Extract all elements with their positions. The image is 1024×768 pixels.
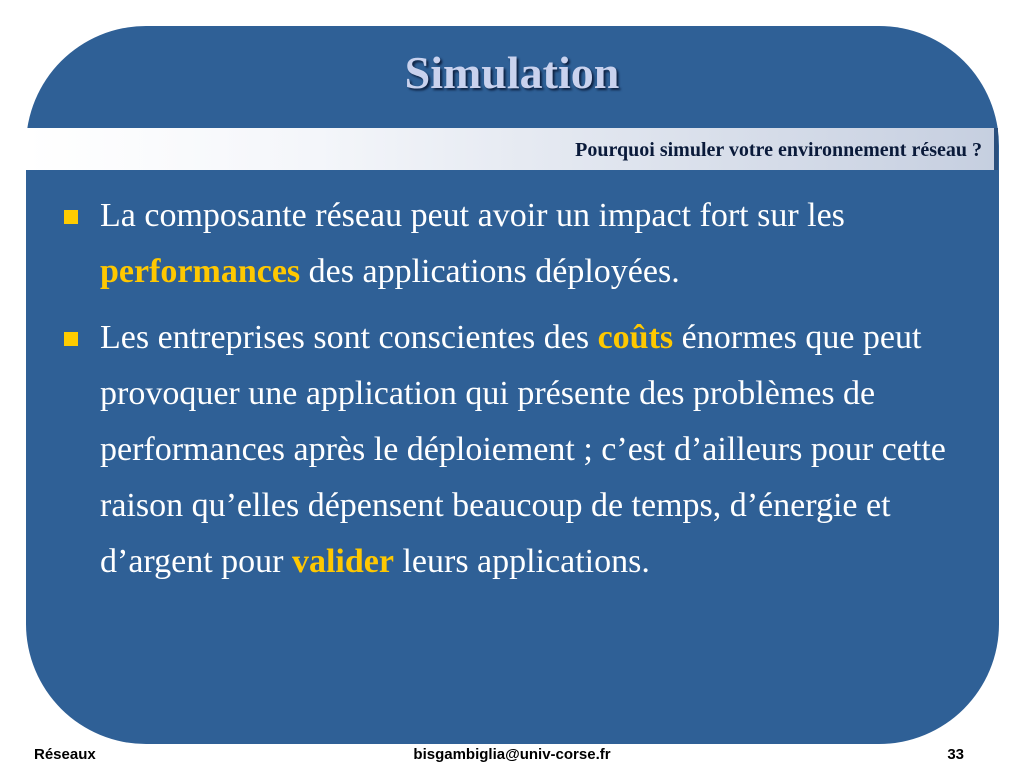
bullet-text xyxy=(100,319,946,580)
slide-subtitle: Pourquoi simuler votre environnement réseau ? xyxy=(575,139,982,161)
highlight-couts: coûts xyxy=(597,319,674,356)
footer-left: Réseaux xyxy=(34,746,96,763)
bullet-text-part: des applications déployées. xyxy=(300,253,680,290)
square-bullet-icon xyxy=(64,210,78,224)
highlight-performances: performances xyxy=(100,253,301,290)
bullet-text-part: Les entreprises sont conscientes des xyxy=(100,319,598,356)
bullet-text-part: énormes que peut provoquer une application qui présente des problèmes de performances après le déploiement ; c’est d’ailleurs pour cette raison qu’elles dépensent beaucoup de temps, d’énergie et d’argent pour xyxy=(100,319,946,580)
bullet-text-part: leurs applications. xyxy=(393,543,650,580)
subtitle-band xyxy=(26,128,998,170)
bullet-item xyxy=(62,188,972,300)
square-bullet-icon xyxy=(64,332,78,346)
footer-page-number: 33 xyxy=(947,746,964,763)
footer-email: bisgambiglia@univ-corse.fr xyxy=(413,746,611,763)
bullet-text-part: La composante réseau peut avoir un impact fort sur les xyxy=(100,197,845,234)
bullet-text xyxy=(100,197,845,290)
bullet-list xyxy=(62,188,972,600)
slide-title: Simulation xyxy=(404,47,620,98)
bullet-item xyxy=(62,310,972,590)
highlight-valider: valider xyxy=(291,543,394,580)
